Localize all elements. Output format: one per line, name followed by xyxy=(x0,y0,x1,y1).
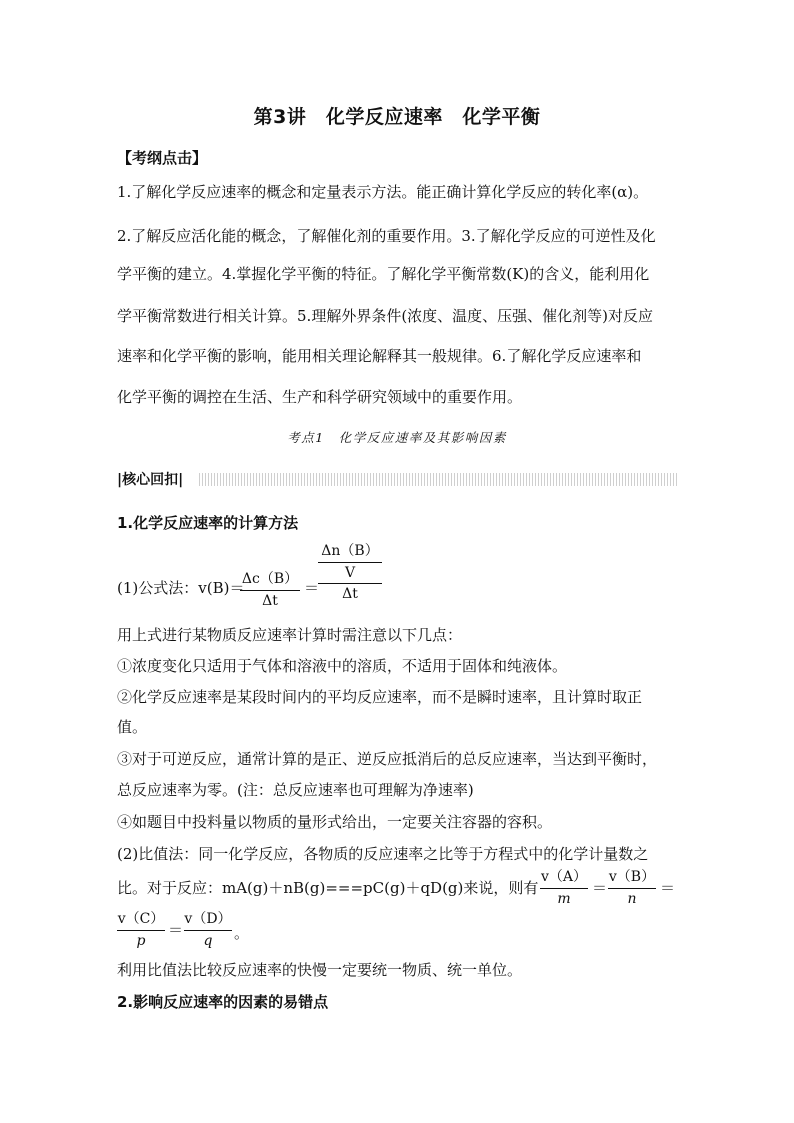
outline-line: 学平衡常数进行相关计算。5.理解外界条件(浓度、温度、压强、催化剂等)对反应 xyxy=(117,307,654,325)
fraction-bar xyxy=(240,590,300,591)
ratio-period: 。 xyxy=(234,924,250,942)
outline-line: 化学平衡的调控在生活、生产和科学研究领域中的重要作用。 xyxy=(117,388,523,406)
note-2-cont: 值。 xyxy=(117,718,148,736)
ratio-fraction-a xyxy=(540,866,588,907)
notes-intro: 用上式进行某物质反应速率计算时需注意以下几点： xyxy=(117,626,463,644)
fraction-bar xyxy=(318,583,382,584)
formula-fraction-2 xyxy=(318,540,382,602)
note-4: ④如题目中投料量以物质的量形式给出，一定要关注容器的容积。 xyxy=(117,813,553,831)
fraction-denominator: Δt xyxy=(342,586,358,602)
ratio-fraction-c xyxy=(117,908,165,949)
outline-header: 【考纲点击】 xyxy=(117,149,208,167)
fraction-bar xyxy=(540,888,588,889)
ratio-method: (2)比值法：同一化学反应，各物质的反应速率之比等于方程式中的化学计量数之 xyxy=(117,845,649,863)
fraction-bar xyxy=(608,888,656,889)
fraction-numerator: v（A） xyxy=(540,869,588,885)
banner-hatch-decoration xyxy=(199,473,677,486)
formula-prefix: (1)公式法：v(B)＝ xyxy=(117,579,245,597)
fraction-denominator: m xyxy=(557,891,571,907)
fraction-numerator: v（B） xyxy=(608,869,656,885)
fraction-numerator: v（D） xyxy=(184,911,232,927)
fraction-inner-denominator: V xyxy=(344,565,356,581)
fraction-bar xyxy=(318,562,382,563)
ratio-conclusion: 利用比值法比较反应速率的快慢一定要统一物质、统一单位。 xyxy=(117,961,523,979)
formula-equals: ＝ xyxy=(304,579,320,597)
ratio-equals: ＝ xyxy=(168,921,184,939)
fraction-numerator: Δc（B） xyxy=(241,571,299,587)
ratio-equals: ＝ xyxy=(592,879,608,897)
fraction-denominator: n xyxy=(627,891,637,907)
formula-fraction-1 xyxy=(240,568,300,609)
item2-title: 2.影响反应速率的因素的易错点 xyxy=(117,993,329,1011)
note-3: ③对于可逆反应，通常计算的是正、逆反应抵消后的总反应速率，当达到平衡时， xyxy=(117,750,658,768)
core-review-label: |核心回扣| xyxy=(117,472,184,488)
fraction-bar xyxy=(184,930,232,931)
core-review-banner xyxy=(117,470,677,490)
page-title: 第3讲 化学反应速率 化学平衡 xyxy=(253,106,541,128)
fraction-denominator: q xyxy=(203,933,213,949)
fraction-numerator: v（C） xyxy=(117,911,165,927)
note-1: ①浓度变化只适用于气体和溶液中的溶质，不适用于固体和纯液体。 xyxy=(117,657,568,675)
outline-line: 速率和化学平衡的影响，能用相关理论解释其一般规律。6.了解化学反应速率和 xyxy=(117,347,642,365)
outline-line: 2.了解反应活化能的概念，了解催化剂的重要作用。3.了解化学反应的可逆性及化 xyxy=(117,227,656,245)
fraction-denominator: Δt xyxy=(262,593,278,609)
ratio-fraction-b xyxy=(608,866,656,907)
note-2: ②化学反应速率是某段时间内的平均反应速率，而不是瞬时速率，且计算时取正 xyxy=(117,688,643,706)
note-3-cont: 总反应速率为零。(注：总反应速率也可理解为净速率) xyxy=(117,781,474,799)
ratio-method-cont: 比。对于反应：mA(g)＋nB(g)===pC(g)＋qD(g)来说，则有 xyxy=(117,879,539,897)
ratio-fraction-d xyxy=(184,908,232,949)
ratio-equals: ＝ xyxy=(660,879,676,897)
outline-line: 1.了解化学反应速率的概念和定量表示方法。能正确计算化学反应的转化率(α)。 xyxy=(117,183,649,201)
outline-line: 学平衡的建立。4.掌握化学平衡的特征。了解化学平衡常数(K)的含义，能利用化 xyxy=(117,265,650,283)
fraction-bar xyxy=(117,930,165,931)
fraction-denominator: p xyxy=(136,933,146,949)
fraction-numerator: Δn（B） xyxy=(321,543,379,559)
item1-title: 1.化学反应速率的计算方法 xyxy=(117,514,299,532)
section-title: 考点1 化学反应速率及其影响因素 xyxy=(287,430,507,445)
